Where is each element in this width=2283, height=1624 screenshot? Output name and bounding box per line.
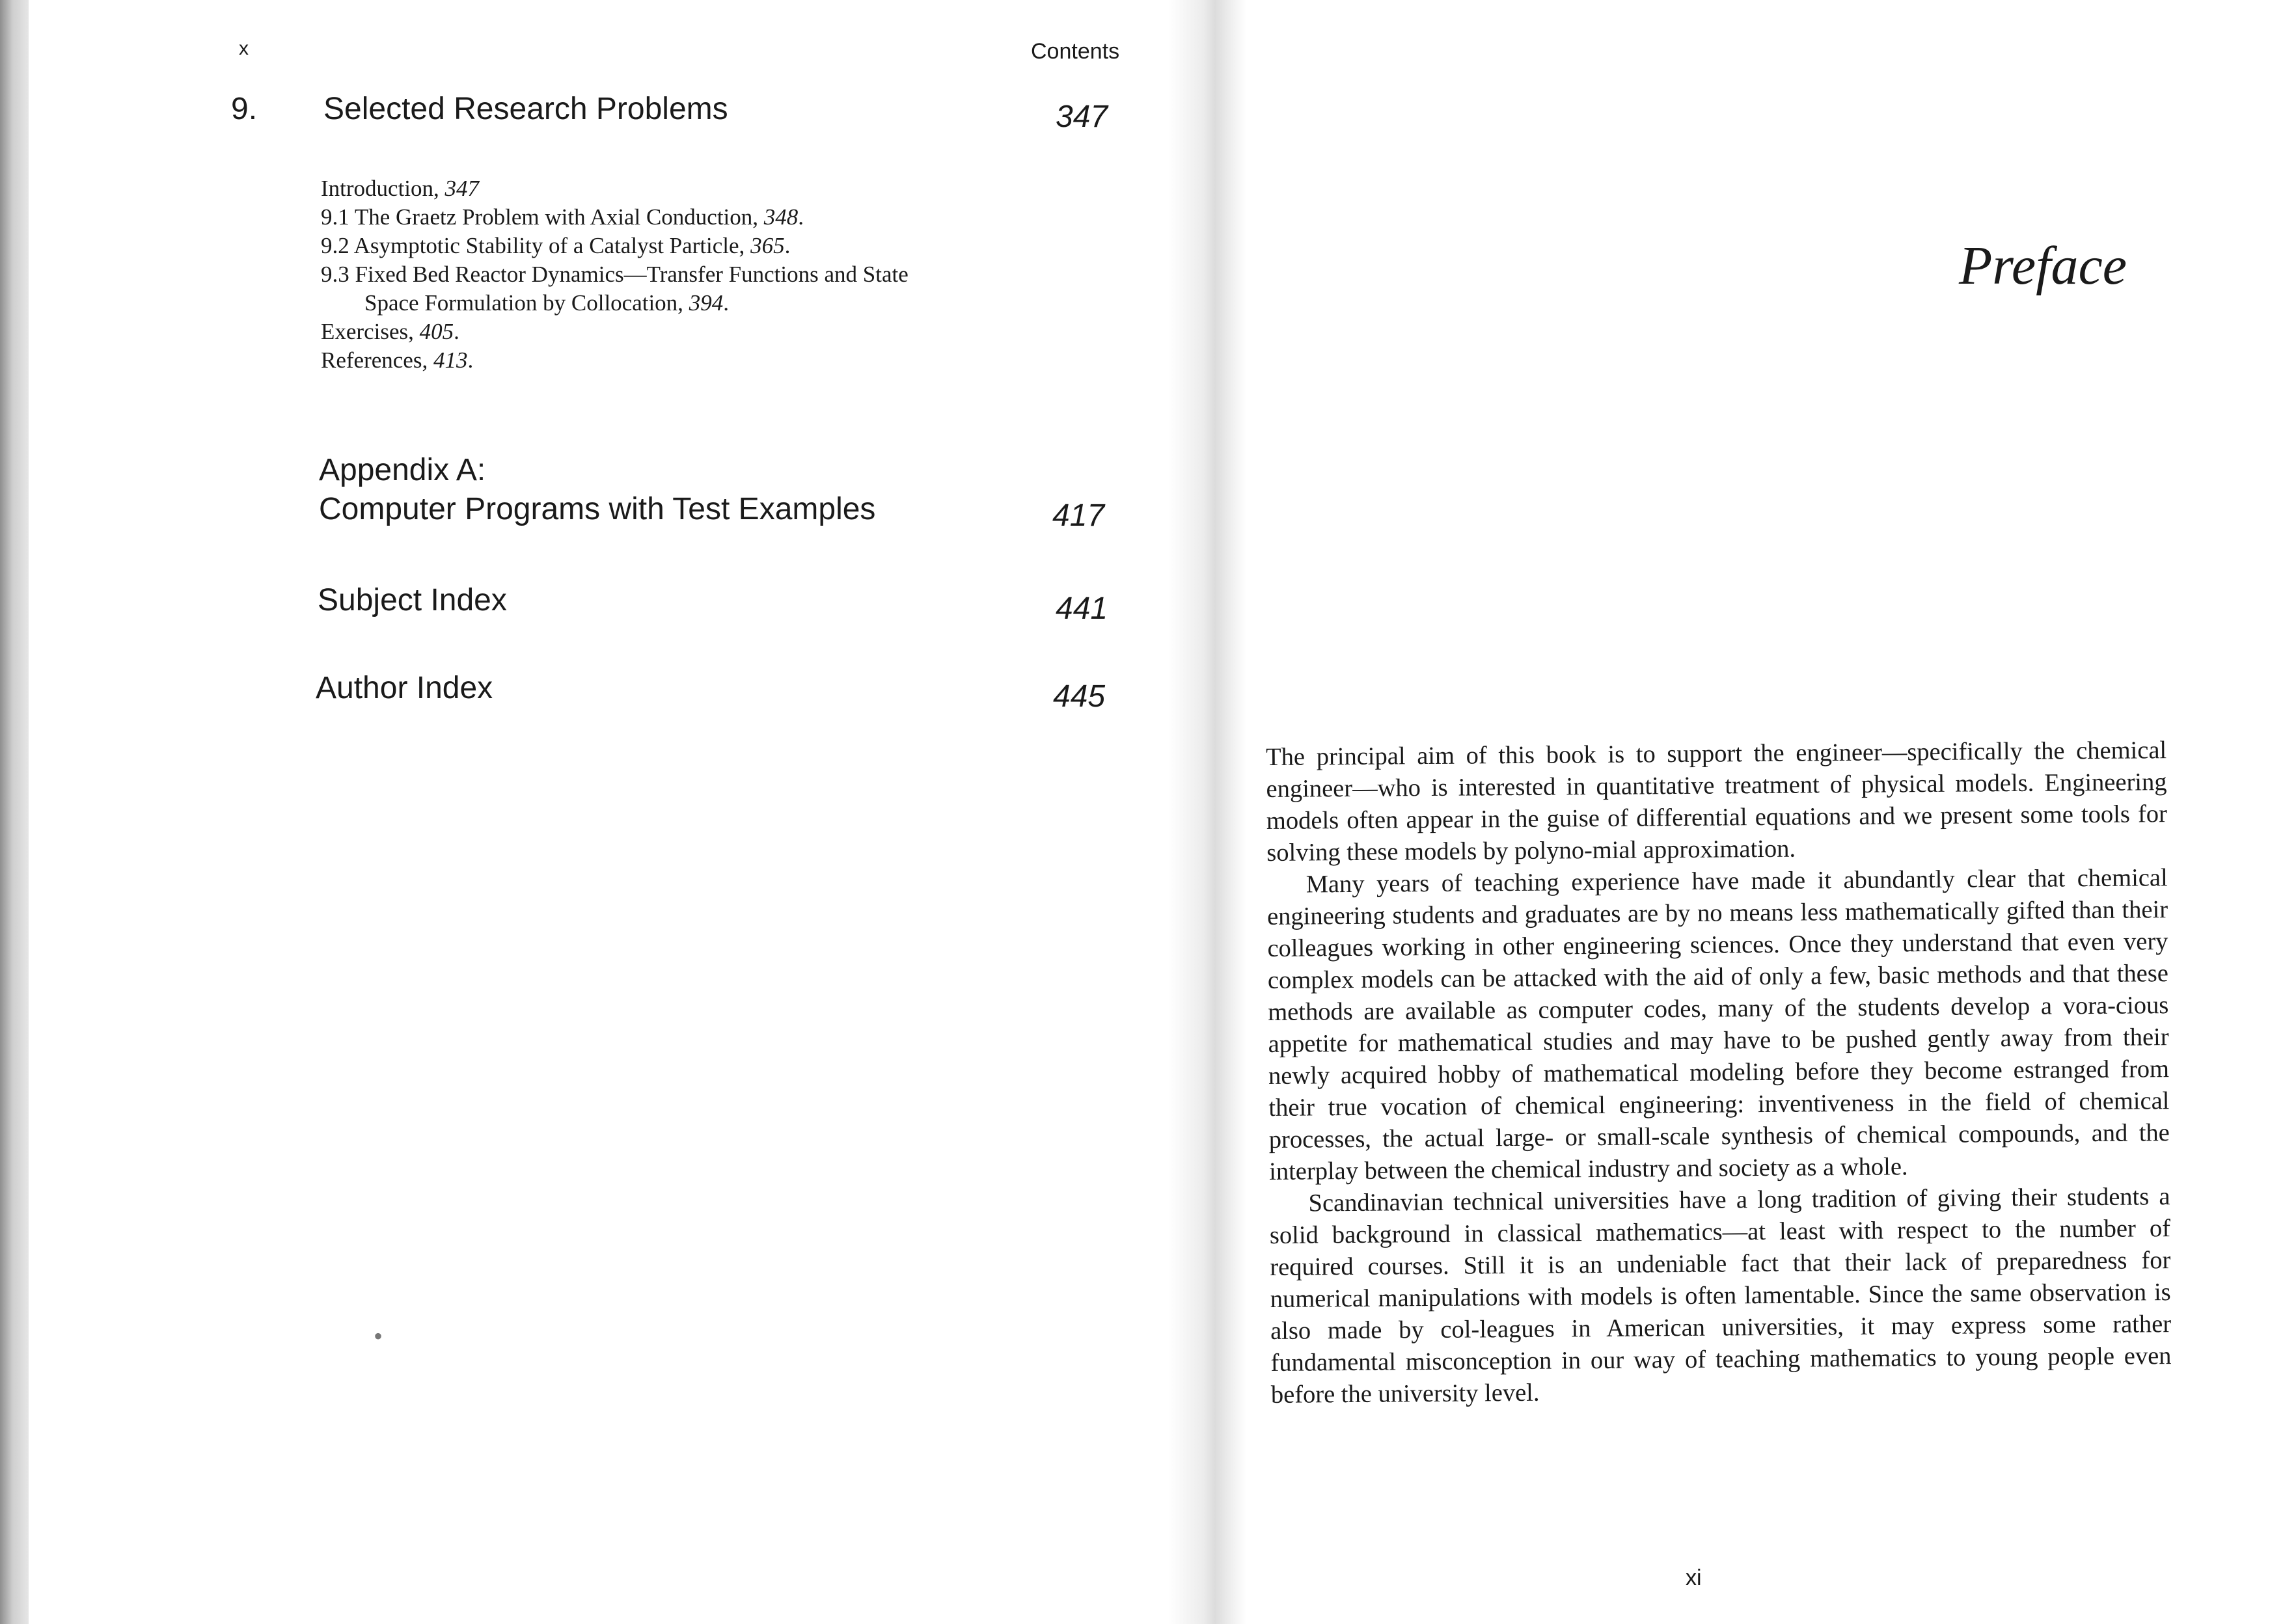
toc-entry	[321, 232, 909, 260]
preface-paragraph: The principal aim of this book is to support the engineer—specifically the chemical engineer—who is interested in quantitative treatment of physical models. Engineering models often appear in the guise of differential equations and we present some tools for solving these models by polyno-mial approximation.	[1266, 737, 2168, 867]
toc-entry	[321, 318, 909, 346]
toc-entry	[321, 346, 909, 375]
author-index-title: Author Index	[316, 671, 493, 705]
preface-title: Preface	[1959, 236, 2127, 296]
preface-body	[1266, 735, 2172, 1411]
chapter-number: 9.	[231, 92, 258, 126]
subject-index-title: Subject Index	[318, 583, 507, 617]
preface-paragraph: Scandinavian technical universities have a long tradition of giving their students a solid background in classical mathematics—at least with respect to the number of required courses. Still it is an undeniable fact that their lack of preparedness for numerical manipulations with models is often lamentable. Since the same observation is also made by col-leagues in American universities, it may express some rather fundamental misconception in our way of teaching mathematics to young people even before the university level.	[1269, 1183, 2172, 1409]
entry-page: 413	[433, 347, 468, 373]
contents-page	[29, 0, 1168, 1624]
chapter-title: Selected Research Problems	[323, 92, 728, 126]
toc-entry	[321, 203, 909, 232]
toc-entry	[321, 260, 909, 289]
entry-label: 9.1 The Graetz Problem with Axial Conduction,	[321, 204, 764, 230]
entry-page: 347	[444, 176, 480, 201]
toc-entry	[321, 174, 909, 203]
entry-label: Space Formulation by Collocation,	[364, 290, 689, 316]
entry-page: 394	[689, 290, 724, 316]
appendix-page: 417	[1052, 498, 1105, 533]
entry-page: 365	[750, 233, 785, 258]
entry-label: References,	[321, 347, 433, 373]
page-folio: xi	[1686, 1565, 1702, 1590]
page-edge-shadow	[0, 0, 29, 1624]
entry-label: Exercises,	[321, 319, 420, 344]
preface-page	[1246, 0, 2283, 1624]
entry-suffix: .	[454, 319, 459, 344]
entry-page: 348	[763, 204, 799, 230]
subject-index-page: 441	[1056, 591, 1108, 626]
chapter-page: 347	[1056, 100, 1108, 134]
entry-suffix: .	[798, 204, 804, 230]
appendix-heading: Appendix A:	[319, 453, 486, 487]
entry-page: 405	[419, 319, 454, 344]
author-index-page: 445	[1053, 679, 1106, 714]
preface-paragraph: Many years of teaching experience have made it abundantly clear that chemical engineering students and graduates are by no means less mathematically gifted than their colleagues working in other engineering sciences. Once they understand that even very complex models can be attacked with the aid of only a few, basic methods and that these methods are available as computer codes, many of the students develop a vora-cious appetite for mathematical studies and may have to be pushed gently away from their newly acquired hobby of mathematical modeling before they become estranged from their true vocation of chemical engineering: inventiveness in the field of chemical processes, the actual large- or small-scale synthesis of chemical compounds, and the interplay between the chemical industry and society as a whole.	[1266, 864, 2170, 1185]
toc-entry	[321, 289, 909, 318]
contents-entries	[321, 174, 909, 375]
print-speck: •	[374, 1321, 383, 1351]
entry-suffix: .	[723, 290, 729, 316]
appendix-title: Computer Programs with Test Examples	[319, 492, 876, 526]
entry-label: 9.2 Asymptotic Stability of a Catalyst Particle,	[321, 233, 751, 258]
book-gutter	[1168, 0, 1246, 1624]
entry-label: 9.3 Fixed Bed Reactor Dynamics—Transfer Functions and State	[321, 262, 909, 287]
entry-suffix: .	[467, 347, 474, 373]
running-head: Contents	[1031, 39, 1120, 64]
entry-label: Introduction,	[321, 176, 445, 201]
running-page-number: x	[239, 38, 249, 59]
entry-suffix: .	[784, 233, 791, 258]
